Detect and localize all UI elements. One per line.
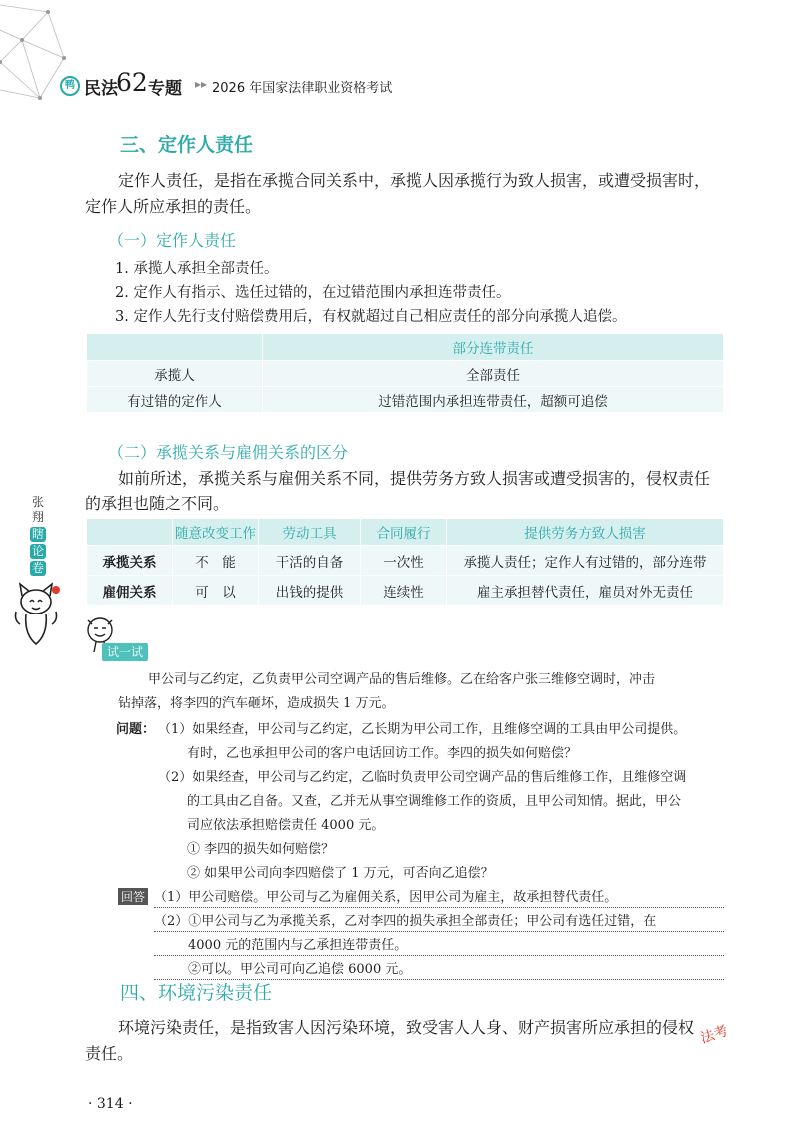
table-cell: 全部责任	[263, 361, 724, 387]
table-header-cell	[87, 519, 173, 546]
page-number: · 314 ·	[88, 1096, 133, 1112]
list-item-2: 2. 定作人有指示、选任过错的，在过错范围内承担连带责任。	[115, 285, 511, 301]
case-text-line-1: 甲公司与乙约定，乙负责甲公司空调产品的售后维修。乙在给客户张三维修空调时，冲击	[148, 672, 656, 687]
side-tag-char: 瞎	[31, 527, 44, 541]
double-arrow-icon: ▸▸	[195, 77, 208, 91]
question-2-line-1: （2）如果经查，甲公司与乙约定，乙临时负责甲公司空调产品的售后维修工作，且维修空调	[158, 770, 687, 785]
section-4-text-line-2: 责任。	[85, 1044, 134, 1063]
liability-table	[86, 333, 724, 413]
cat-mascot-icon	[10, 580, 62, 652]
section-3-intro-line-1: 定作人责任，是指在承揽合同关系中，承揽人因承揽行为致人损害，或遭受损害时，	[118, 171, 711, 190]
header-topic: 专题	[148, 79, 182, 99]
subsection-2-text-line-2: 的承担也随之不同。	[85, 494, 230, 513]
table-cell: 可 以	[173, 576, 259, 606]
answer-1: （1）甲公司赔偿。甲公司与乙为雇佣关系，因甲公司为雇主，故承担替代责任。	[154, 886, 724, 908]
table-cell: 雇佣关系	[87, 576, 173, 606]
side-tag-char: 论	[31, 544, 44, 558]
table-cell: 连续性	[361, 576, 447, 606]
table-header-row	[87, 519, 724, 546]
section-title-4: 四、环境污染责任	[120, 982, 273, 1004]
table-cell: 出钱的提供	[259, 576, 361, 606]
table-cell: 不 能	[173, 546, 259, 576]
red-stamp: 法考	[698, 1023, 731, 1047]
table-header-cell: 提供劳务方致人损害	[447, 519, 724, 546]
table-cell: 干活的自备	[259, 546, 361, 576]
relationship-compare-table	[86, 518, 724, 606]
section-title-3: 三、定作人责任	[120, 134, 254, 156]
chapter-logo-icon: 鸭	[60, 76, 80, 96]
list-item-1: 1. 承揽人承担全部责任。	[115, 261, 279, 277]
answer-3: ②可以。甲公司可向乙追偿 6000 元。	[154, 958, 724, 980]
side-tag-char: 翔	[31, 510, 44, 524]
header-subject: 民法	[84, 79, 118, 99]
table-cell: 一次性	[361, 546, 447, 576]
section-3-intro-line-2: 定作人所应承担的责任。	[85, 197, 262, 216]
header-number: 62	[116, 68, 148, 97]
table-header-cell: 合同履行	[361, 519, 447, 546]
subsection-title-1: （一）定作人责任	[108, 231, 237, 250]
table-cell: 承揽人责任；定作人有过错的，部分连带	[447, 546, 724, 576]
author-side-tag	[30, 495, 46, 578]
side-tag-char: 张	[31, 495, 44, 509]
answer-2-line-2: 4000 元的范围内与乙承担连带责任。	[154, 934, 724, 956]
question-2-line-2: 的工具由乙自备。又查，乙并无从事空调维修工作的资质，且甲公司知情。据此，甲公	[187, 794, 682, 809]
case-text-line-2: 钻掉落，将李四的汽车砸坏，造成损失 1 万元。	[118, 696, 395, 711]
table-row	[87, 361, 724, 387]
section-4-text-line-1: 环境污染责任，是指致害人因污染环境，致受害人人身、财产损害所应承担的侵权	[118, 1018, 695, 1037]
table-header-row	[87, 334, 724, 361]
table-header-cell: 劳动工具	[259, 519, 361, 546]
subsection-2-text-line-1: 如前所述，承揽关系与雇佣关系不同，提供劳务方致人损害或遭受损害的，侵权责任	[118, 469, 711, 488]
try-it-label: 试一试	[102, 643, 148, 661]
answer-2-line-1: （2）①甲公司与乙为承揽关系，乙对李四的损失承担全部责任；甲公司有选任过错，在	[154, 910, 724, 932]
question-1-line-2: 有时，乙也承担甲公司的客户电话回访工作。李四的损失如何赔偿？	[187, 746, 578, 761]
side-tag-char: 卷	[31, 561, 44, 575]
table-row	[87, 546, 724, 576]
table-cell: 承揽关系	[87, 546, 173, 576]
table-cell: 雇主承担替代责任，雇员对外无责任	[447, 576, 724, 606]
question-2-sub-b: ② 如果甲公司向李四赔偿了 1 万元，可否向乙追偿？	[187, 866, 494, 881]
table-cell: 有过错的定作人	[87, 387, 263, 413]
question-label: 问题：	[116, 722, 156, 737]
table-row	[87, 387, 724, 413]
table-row	[87, 576, 724, 606]
header-exam-title: 2026 年国家法律职业资格考试	[212, 81, 393, 96]
table-cell: 过错范围内承担连带责任，超额可追偿	[263, 387, 724, 413]
table-cell: 承揽人	[87, 361, 263, 387]
question-2-line-3: 司应依法承担赔偿责任 4000 元。	[187, 818, 385, 833]
subsection-title-2: （二）承揽关系与雇佣关系的区分	[108, 443, 349, 462]
table-header-cell: 随意改变工作	[173, 519, 259, 546]
list-item-3: 3. 定作人先行支付赔偿费用后，有权就超过自己相应责任的部分向承揽人追偿。	[115, 309, 627, 325]
question-1-line-1: （1）如果经查，甲公司与乙约定，乙长期为甲公司工作，且维修空调的工具由甲公司提供。	[158, 722, 687, 737]
question-2-sub-a: ① 李四的损失如何赔偿？	[187, 842, 335, 857]
table-header-cell	[87, 334, 263, 361]
answer-label: 回答	[118, 888, 148, 905]
table-header-cell: 部分连带责任	[263, 334, 724, 361]
